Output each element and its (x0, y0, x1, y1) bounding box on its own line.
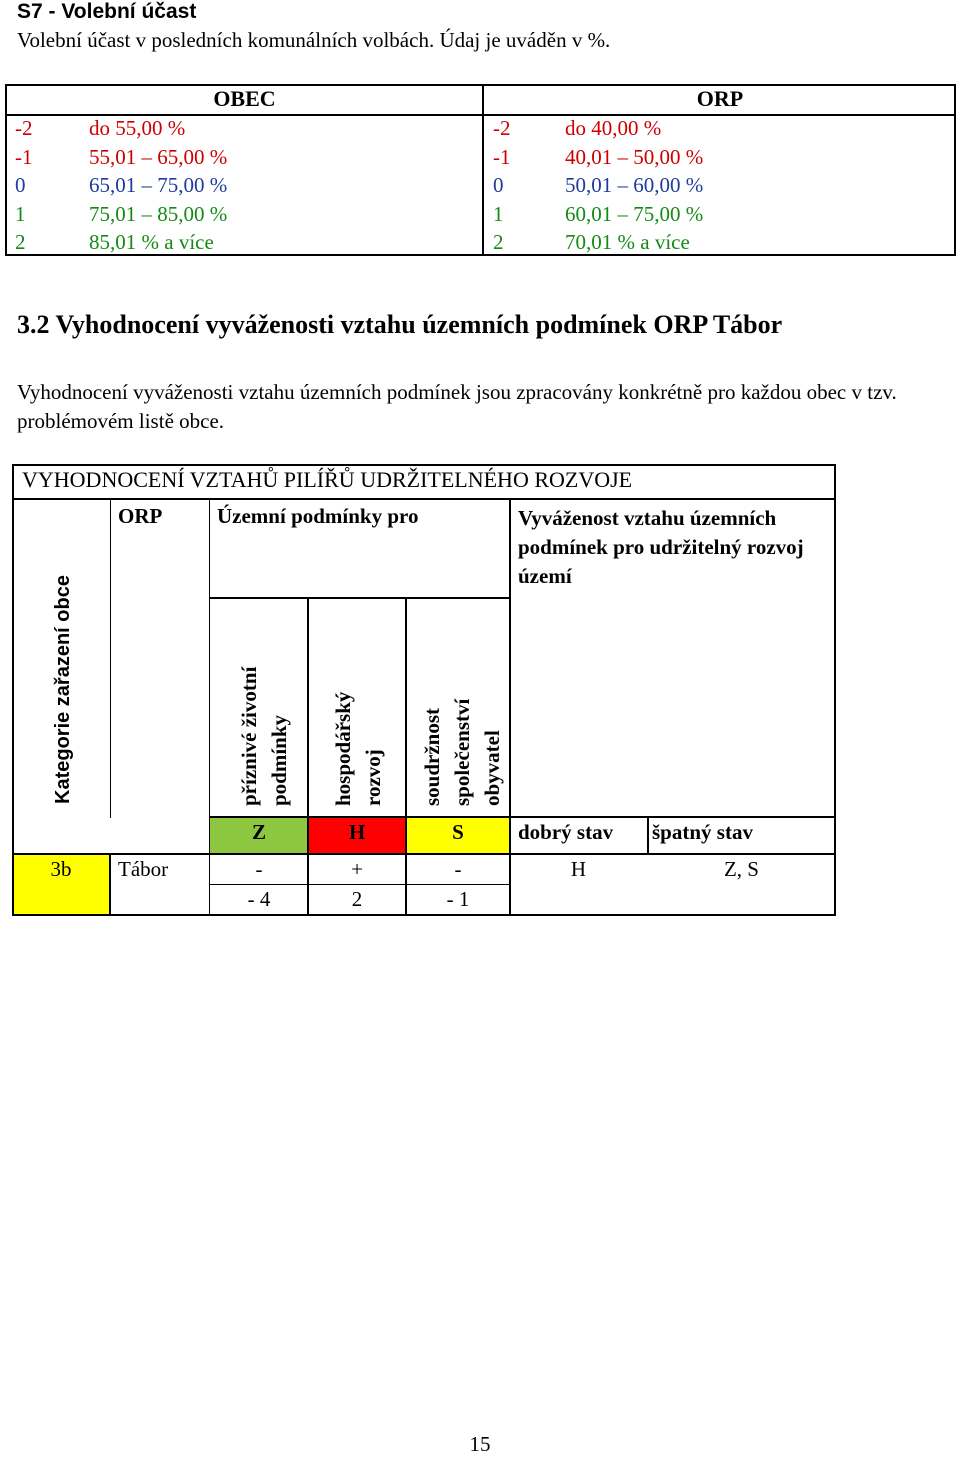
data-row-top-line (12, 853, 836, 855)
section-subtitle: Volební účast v posledních komunálních volbách. Údaj je uváděn v %. (17, 28, 611, 52)
obec-range: 55,01 – 65,00 % (89, 145, 228, 169)
orp-score: 1 (493, 202, 504, 226)
table-border-bottom (12, 914, 836, 916)
obec-range: 85,01 % a více (89, 230, 214, 254)
orp-score: 0 (493, 173, 504, 197)
h-sign: + (351, 857, 363, 881)
orp-range: 40,01 – 50,00 % (565, 145, 704, 169)
orp-score: 2 (493, 230, 504, 254)
conditions-header-line (210, 597, 510, 599)
pillar-economy-label-2: rozvoj (361, 749, 385, 806)
table-border-top (12, 464, 836, 466)
good-bad-divider (647, 817, 649, 854)
h-score: 2 (351, 887, 363, 911)
category-value: 3b (50, 857, 72, 881)
z-score: - 4 (247, 887, 271, 911)
section-heading: 3.2 Vyhodnocení vyváženosti vztahu územních podmínek ORP Tábor (17, 310, 783, 339)
obec-score: 2 (15, 230, 26, 254)
obec-score: -1 (15, 145, 33, 169)
obec-score: 0 (15, 173, 26, 197)
obec-range: 75,01 – 85,00 % (89, 202, 228, 226)
s-code: S (452, 820, 464, 844)
orp-range: 60,01 – 75,00 % (565, 202, 704, 226)
orp-score: -1 (493, 145, 511, 169)
pillar-social-label-1: soudržnost (420, 707, 444, 806)
orp-range: 50,01 – 60,00 % (565, 173, 704, 197)
obec-header: OBEC (213, 86, 276, 111)
turnout-scale-table (5, 84, 956, 256)
evaluation-title: VYHODNOCENÍ VZTAHŮ PILÍŘŮ UDRŽITELNÉHO ROZVOJE (22, 467, 633, 492)
s-score: - 1 (446, 887, 470, 911)
balance-column-header: Vyváženost vztahu územních podmínek pro udržitelný rozvoj území (518, 506, 804, 588)
pillar-economy-label-1: hospodářský (331, 691, 355, 806)
h-code: H (348, 820, 366, 844)
orp-range: do 40,00 % (565, 116, 662, 140)
table-border-left (12, 464, 14, 916)
good-state-header: dobrý stav (518, 820, 614, 844)
z-code: Z (251, 820, 266, 844)
obec-score: 1 (15, 202, 26, 226)
pillar-environment-label-1: příznivé životní (237, 666, 261, 806)
z-sign: - (255, 857, 263, 881)
orp-column-header: ORP (118, 504, 163, 528)
orp-value: Tábor (118, 857, 169, 881)
title-underline (12, 498, 836, 500)
obec-score: -2 (15, 116, 33, 140)
evaluation-table (12, 464, 836, 916)
orp-range: 70,01 % a více (565, 230, 690, 254)
category-divider (110, 500, 111, 818)
category-column-header: Kategorie zařazení obce (52, 575, 74, 804)
bad-state-header: špatný stav (652, 820, 753, 844)
intro-paragraph: Vyhodnocení vyváženosti vztahu územních podmínek jsou zpracovány konkrétně pro každou obec v tzv. problémovém listě obce. (17, 380, 897, 433)
section-title: S7 - Volební účast (17, 0, 197, 23)
codes-top-line (210, 816, 836, 818)
page-number: 15 (469, 1432, 491, 1456)
score-row-line (210, 884, 510, 885)
obec-range: 65,01 – 75,00 % (89, 173, 228, 197)
table-border-right (834, 464, 836, 916)
orp-header: ORP (696, 86, 744, 111)
pillar-social-label-2: společenství (450, 698, 474, 806)
conditions-column-header: Územní podmínky pro (217, 504, 419, 528)
s-sign: - (454, 857, 462, 881)
obec-range: do 55,00 % (89, 116, 186, 140)
good-state-value: H (570, 857, 587, 881)
pillar-social-label-3: obyvatel (480, 730, 504, 806)
bad-state-value: Z, S (723, 857, 759, 881)
pillar-environment-label-2: podmínky (267, 714, 291, 806)
orp-score: -2 (493, 116, 511, 140)
